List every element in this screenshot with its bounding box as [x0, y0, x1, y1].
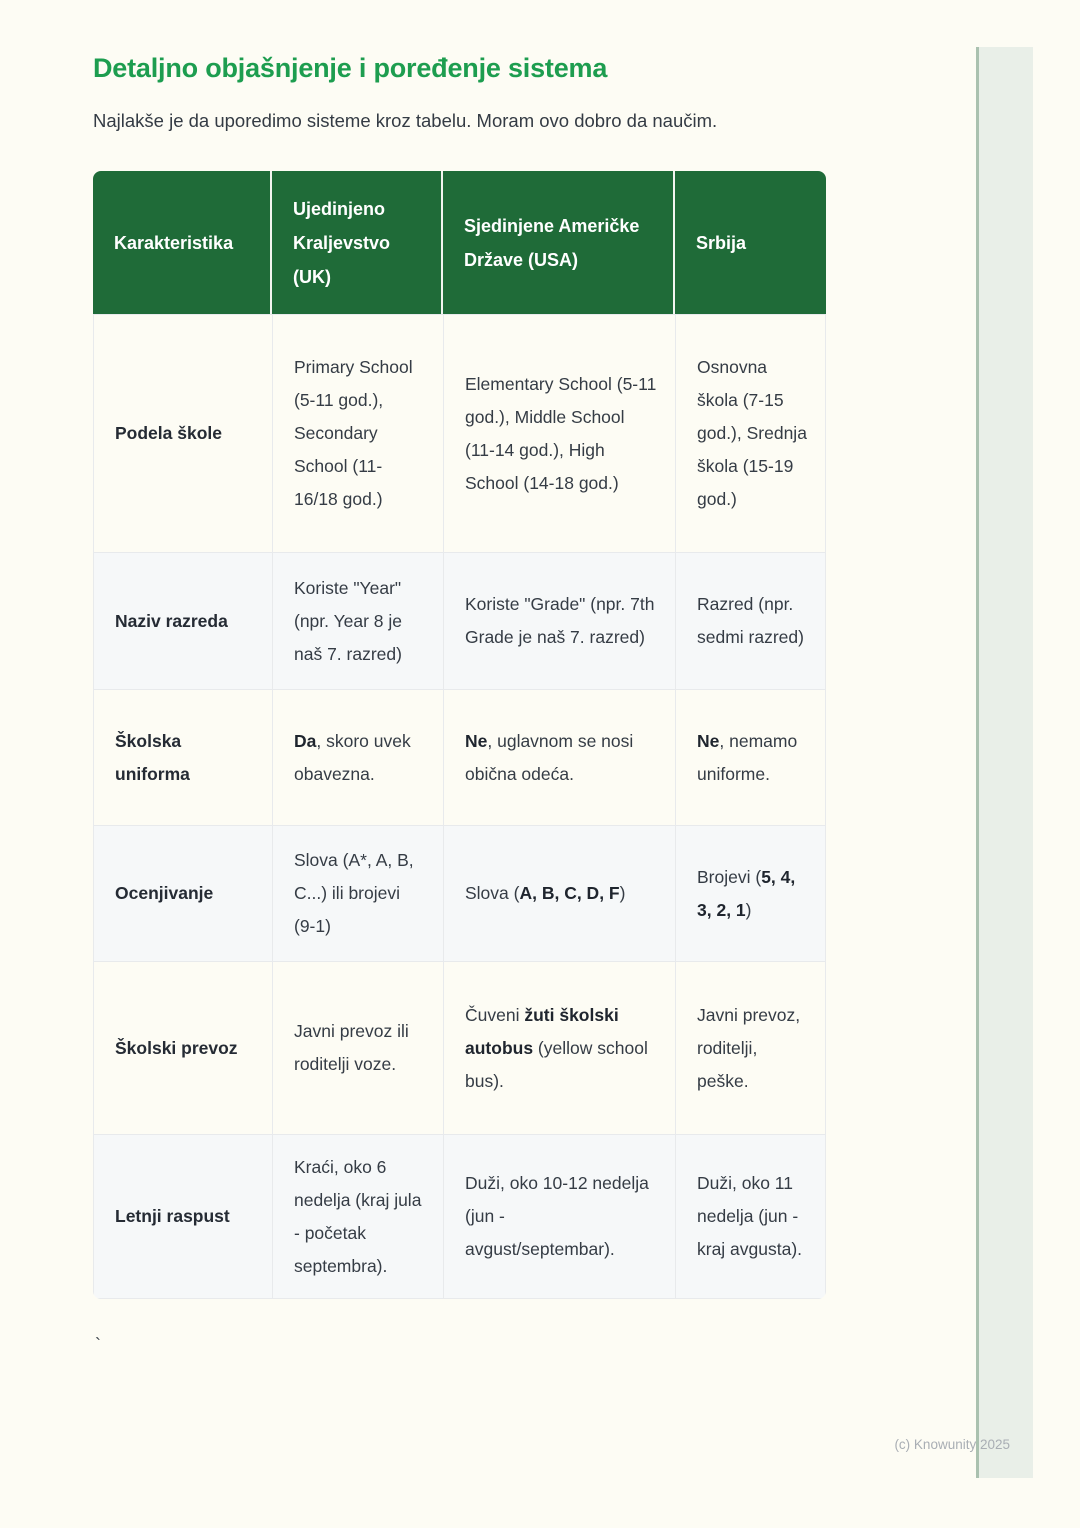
table-cell	[675, 689, 826, 825]
column-header: Ujedinjeno Kraljevstvo (UK)	[272, 171, 443, 314]
cell-text: Kraći, oko 6 nedelja (kraj jula - početak septembra).	[294, 1156, 422, 1276]
table-cell	[675, 825, 826, 961]
cell-text: Slova (	[465, 883, 520, 903]
table-cell	[443, 961, 675, 1134]
table-row	[93, 552, 826, 689]
cell-text-bold: Da	[294, 730, 317, 751]
cell-text-bold: žuti školski autobus	[465, 1004, 619, 1058]
row-label: Ocenjivanje	[93, 825, 272, 961]
table-cell	[443, 1134, 675, 1299]
cell-text-bold: 5, 4, 3, 2, 1	[697, 866, 796, 920]
document-page	[93, 0, 826, 1356]
column-header: Sjedinjene Američke Države (USA)	[443, 171, 675, 314]
table-cell	[443, 552, 675, 689]
comparison-table	[93, 171, 826, 1299]
cell-text-bold: Ne	[697, 730, 720, 751]
column-header: Karakteristika	[93, 171, 272, 314]
page-title: Detaljno objašnjenje i poređenje sistema	[93, 53, 608, 83]
table-cell	[675, 961, 826, 1134]
cell-text: , skoro uvek obavezna.	[294, 730, 411, 784]
cell-text: Razred (npr. sedmi razred)	[697, 594, 804, 647]
cell-text: , nemamo uniforme.	[697, 730, 798, 784]
row-label: Naziv razreda	[93, 552, 272, 689]
intro-text: Najlakše je da uporedimo sisteme kroz tabelu. Moram ovo dobro da naučim.	[93, 110, 718, 131]
cell-text: Javni prevoz, roditelji, peške.	[697, 1004, 801, 1091]
school-systems-table	[93, 171, 826, 1299]
cell-text: )	[619, 883, 626, 903]
cell-text: Slova (A*, A, B, C...) ili brojevi (9-1)	[294, 850, 414, 936]
table-cell	[272, 314, 443, 552]
cell-text-bold: Ne	[465, 730, 488, 751]
table-cell	[272, 961, 443, 1134]
cell-text: (yellow school bus).	[465, 1037, 648, 1091]
table-row	[93, 314, 826, 552]
table-cell	[675, 1134, 826, 1299]
table-cell	[443, 314, 675, 552]
cell-text: )	[745, 899, 752, 920]
table-cell	[443, 825, 675, 961]
cell-text: Elementary School (5-11 god.), Middle School (11-14 god.), High School (14-18 god.)	[465, 373, 657, 493]
cell-text: Javni prevoz ili roditelji voze.	[294, 1021, 409, 1074]
cell-text: Primary School (5-11 god.), Secondary School (11-16/18 god.)	[294, 357, 413, 509]
table-row	[93, 1134, 826, 1299]
table-row	[93, 961, 826, 1134]
row-label: Podela škole	[93, 314, 272, 552]
right-accent-bar	[976, 47, 1033, 1478]
table-cell	[272, 1134, 443, 1299]
cell-text: , uglavnom se nosi obična odeća.	[465, 730, 634, 784]
cell-text-bold: A, B, C, D, F	[519, 883, 620, 903]
row-label: Školski prevoz	[93, 961, 272, 1134]
row-label: Letnji raspust	[93, 1134, 272, 1299]
cell-text: Duži, oko 10-12 nedelja (jun - avgust/septembar).	[465, 1173, 649, 1259]
table-cell	[272, 689, 443, 825]
stray-backtick: `	[95, 1335, 101, 1355]
cell-text: Koriste "Grade" (npr. 7th Grade je naš 7. razred)	[465, 594, 655, 647]
copyright-text: (c) Knowunity 2025	[894, 1437, 1010, 1452]
cell-text: Brojevi (	[697, 866, 762, 887]
row-label: Školska uniforma	[93, 689, 272, 825]
table-row	[93, 825, 826, 961]
cell-text: Duži, oko 11 nedelja (jun - kraj avgusta).	[697, 1173, 803, 1259]
table-cell	[272, 552, 443, 689]
column-header: Srbija	[675, 171, 826, 314]
cell-text: Osnovna škola (7-15 god.), Srednja škola (15-19 god.)	[697, 357, 807, 509]
table-row	[93, 689, 826, 825]
cell-text: Koriste "Year" (npr. Year 8 je naš 7. razred)	[294, 577, 402, 664]
table-cell	[675, 552, 826, 689]
table-header-row	[93, 171, 826, 314]
table-cell	[443, 689, 675, 825]
table-cell	[675, 314, 826, 552]
cell-text: Čuveni	[465, 1004, 525, 1025]
table-cell	[272, 825, 443, 961]
